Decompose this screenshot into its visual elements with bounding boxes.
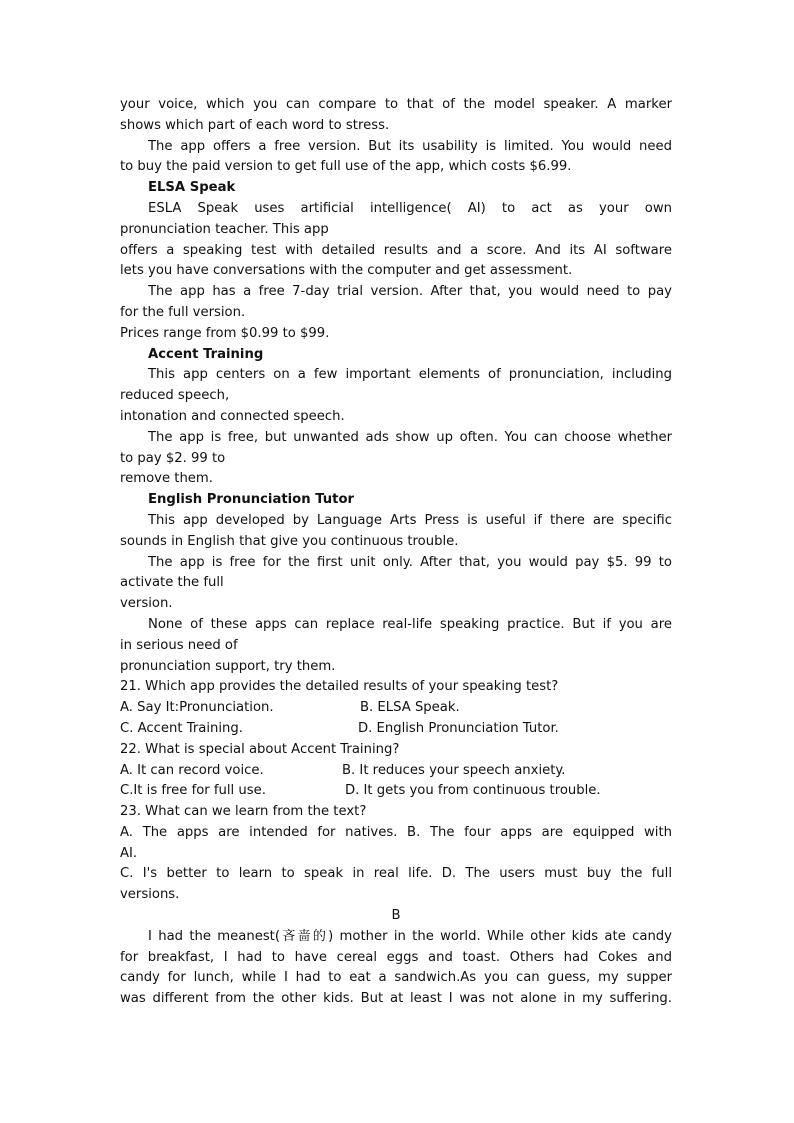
tutor-line-2: sounds in English that give you continuous trouble. bbox=[120, 533, 459, 549]
heading-elsa-speak: ELSA Speak bbox=[148, 180, 236, 196]
question-23-stem: 23. What can we learn from the text? bbox=[120, 804, 367, 820]
intro-line-2: shows which part of each word to stress. bbox=[120, 117, 390, 133]
question-22-stem: 22. What is special about Accent Training? bbox=[120, 741, 400, 757]
option-23-line-3: C. I's better to learn to speak in real life. D. The users must buy the full bbox=[120, 866, 672, 882]
tutor-line-6: None of these apps can replace real-life speaking practice. But if you are bbox=[148, 616, 672, 632]
elsa-line-3: offers a speaking test with detailed results and a score. And its AI software bbox=[120, 242, 672, 258]
heading-english-pronunciation-tutor: English Pronunciation Tutor bbox=[148, 492, 355, 508]
elsa-line-5: The app has a free 7-day trial version. After that, you would need to pay bbox=[148, 284, 672, 300]
question-21-stem: 21. Which app provides the detailed results of your speaking test? bbox=[120, 679, 559, 695]
option-21-b: B. ELSA Speak. bbox=[360, 700, 460, 716]
option-23-line-4: versions. bbox=[120, 887, 180, 903]
intro-line-3: The app offers a free version. But its usability is limited. You would need bbox=[148, 138, 672, 154]
question-22-options-row-1 bbox=[120, 761, 672, 782]
tutor-line-3: The app is free for the first unit only. After that, you would pay $5. 99 to bbox=[148, 554, 672, 570]
passage-b-line-1: I had the meanest(吝啬的) mother in the world. While other kids ate candy bbox=[148, 928, 672, 944]
elsa-line-4: lets you have conversations with the computer and get assessment. bbox=[120, 263, 573, 279]
intro-line-4: to buy the paid version to get full use of the app, which costs $6.99. bbox=[120, 159, 572, 175]
option-21-d: D. English Pronunciation Tutor. bbox=[358, 720, 559, 736]
tutor-line-7: in serious need of bbox=[120, 637, 238, 653]
option-21-c: C. Accent Training. bbox=[120, 720, 243, 736]
option-22-d: D. It gets you from continuous trouble. bbox=[345, 783, 601, 799]
intro-line-1: your voice, which you can compare to that of the model speaker. A marker bbox=[120, 97, 672, 112]
option-23-line-2: AI. bbox=[120, 845, 138, 861]
option-22-a: A. It can record voice. bbox=[120, 762, 264, 778]
accent-line-1: This app centers on a few important elements of pronunciation, including bbox=[148, 367, 672, 383]
passage-b-line-3: candy for lunch, while I had to eat a sandwich.As you can guess, my supper bbox=[120, 970, 672, 986]
accent-line-5: to pay $2. 99 to bbox=[120, 450, 226, 466]
tutor-line-8: pronunciation support, try them. bbox=[120, 658, 336, 674]
tutor-line-5: version. bbox=[120, 596, 173, 612]
elsa-line-2: pronunciation teacher. This app bbox=[120, 221, 329, 237]
tutor-line-1: This app developed by Language Arts Press is useful if there are specific bbox=[148, 512, 672, 528]
option-21-a: A. Say It:Pronunciation. bbox=[120, 700, 274, 716]
passage-b-line-2: for breakfast, I had to have cereal eggs and toast. Others had Cokes and bbox=[120, 949, 672, 965]
accent-line-6: remove them. bbox=[120, 471, 213, 487]
accent-line-4: The app is free, but unwanted ads show up often. You can choose whether bbox=[148, 429, 672, 445]
elsa-line-7: Prices range from $0.99 to $99. bbox=[120, 325, 330, 341]
document-page bbox=[120, 95, 672, 1010]
tutor-line-4: activate the full bbox=[120, 575, 224, 591]
question-21-options-row-1 bbox=[120, 698, 672, 719]
question-21-options-row-2 bbox=[120, 719, 672, 740]
elsa-line-1: ESLA Speak uses artificial intelligence( AI) to act as your own bbox=[148, 200, 672, 216]
option-22-c: C.It is free for full use. bbox=[120, 783, 266, 799]
heading-accent-training: Accent Training bbox=[148, 346, 264, 362]
passage-b-line-4: was different from the other kids. But at least I was not alone in my suffering. bbox=[120, 991, 672, 1007]
elsa-line-6: for the full version. bbox=[120, 304, 246, 320]
option-22-b: B. It reduces your speech anxiety. bbox=[342, 762, 566, 778]
accent-line-2: reduced speech, bbox=[120, 388, 230, 404]
passage-b-label: B bbox=[391, 908, 401, 924]
accent-line-3: intonation and connected speech. bbox=[120, 408, 345, 424]
question-22-options-row-2 bbox=[120, 781, 672, 802]
option-23-line-1: A. The apps are intended for natives. B. The four apps are equipped with bbox=[120, 824, 672, 840]
